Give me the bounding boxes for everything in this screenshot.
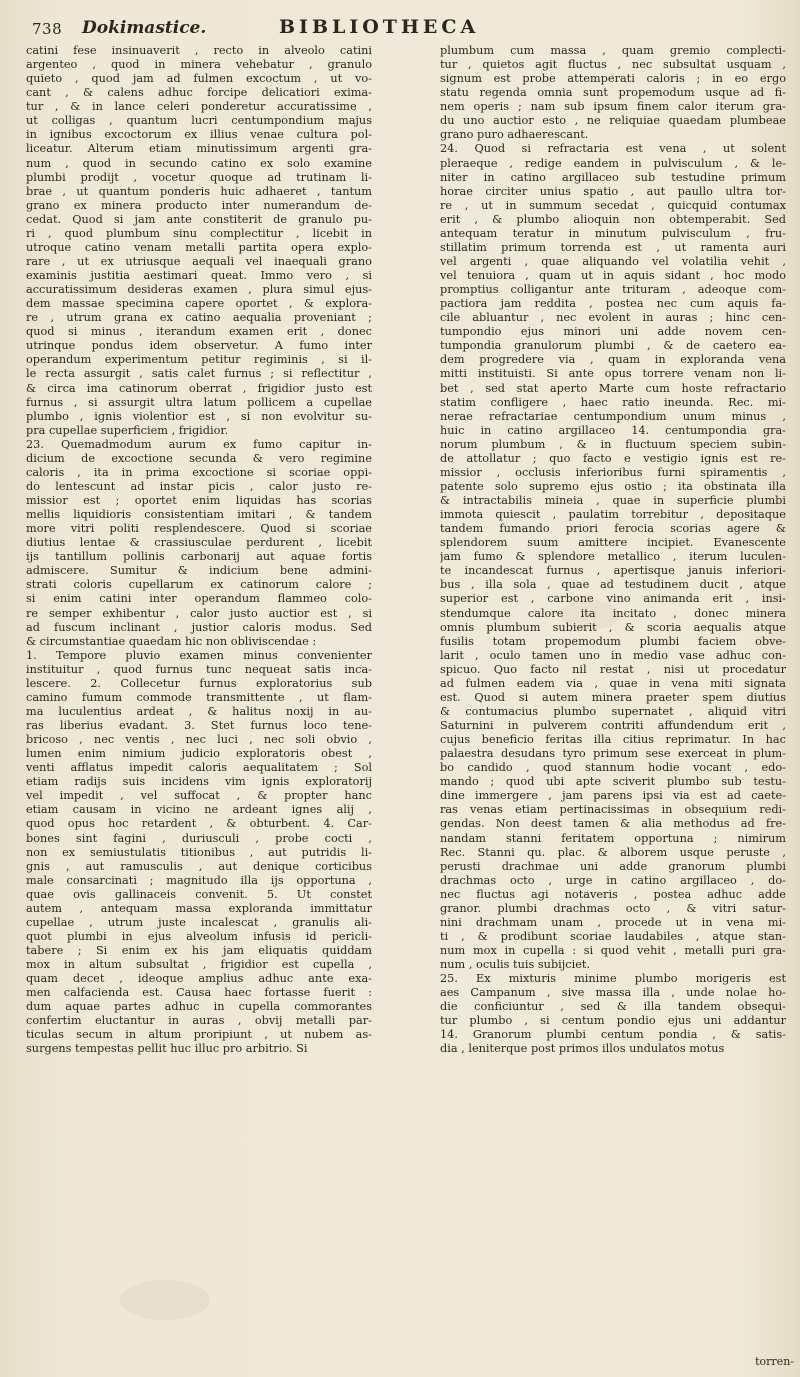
text-line: ras liberius evadant. 3. Stet furnus loco tene- xyxy=(26,719,372,732)
text-line: huic in catino argillaceo 14. centumpondia gra- xyxy=(440,423,786,437)
text-line: stillatim primum torrenda est , ut ramenta auri xyxy=(440,240,786,254)
text-line: fusilis totam propemodum plumbi faciem obve- xyxy=(440,634,786,648)
running-head-title: Dokimastice. xyxy=(82,18,207,38)
text-line: liceatur. Alterum etiam minutissimum argenti gra- xyxy=(26,142,372,156)
text-line: catini fese insinuaverit , recto in alveolo catini xyxy=(26,44,372,57)
text-line: est. Quod si autem minera praeter spem diutius xyxy=(440,690,786,704)
text-line: nec fluctus agi notaveris , postea adhuc adde xyxy=(440,887,786,901)
text-line: si enim catini inter operandum flammeo colo- xyxy=(26,592,372,606)
text-line: stendumque calore ita incitato , donec minera xyxy=(440,606,786,620)
text-line: instituitur , quod furnus tunc nequeat satis inca- xyxy=(26,662,372,676)
text-line: du uno auctior esto , ne reliquiae quaedam plumbeae xyxy=(440,114,786,128)
text-line: operandum experimentum petitur regiminis , si il- xyxy=(26,353,372,367)
text-line: pra cupellae superficiem , frigidior. xyxy=(26,423,229,437)
text-line: spicuo. Quo facto nil restat , nisi ut procedatur xyxy=(440,662,786,676)
text-line: Saturnini in pulverem contriti affundendum erit , xyxy=(440,719,786,732)
page-number: 738 xyxy=(32,20,63,38)
text-line: vel tenuiora , quam ut in aquis sidant , hoc modo xyxy=(440,269,786,282)
text-line: lescere. 2. Collecetur furnus exploratorius sub xyxy=(26,676,372,690)
text-line: le recta assurgit , satis calet furnus ; si reflectitur , xyxy=(26,367,372,381)
text-line: bricoso , nec ventis , nec luci , nec soli obvio , xyxy=(26,733,372,747)
text-line: tabere ; Si enim ex his jam eliquatis quiddam xyxy=(26,944,372,957)
text-line: superior est , carbone vino animanda erit , insi- xyxy=(440,592,786,606)
text-line: patente solo supremo ejus ostio ; ita obstinata illa xyxy=(440,479,786,493)
text-line: gnis , aut ramusculis , aut denique corticibus xyxy=(26,859,372,873)
text-line: rare , ut ex utriusque aequali vel inaequali grano xyxy=(26,254,372,268)
text-line: & circumstantiae quaedam hic non obliviscendae : xyxy=(26,634,317,648)
text-line: plumbo , ignis violentior est , si non evolvitur su- xyxy=(26,409,372,423)
text-line: num , quod in secundo catino ex solo examine xyxy=(26,156,372,170)
text-line: strati coloris cupellarum ex catinorum calore ; xyxy=(26,578,372,592)
text-line: dum aquae partes adhuc in cupella commorantes xyxy=(26,1000,372,1014)
text-line: num mox in cupella : si quod vehit , metalli puri gra- xyxy=(440,944,786,957)
text-line: 23. Quemadmodum aurum ex fumo capitur in- xyxy=(26,437,372,451)
text-line: camino fumum commode transmittente , ut flam- xyxy=(26,690,372,704)
text-line: ad fuscum inclinant , justior caloris modus. Sed xyxy=(26,620,372,634)
text-line: men calfacienda est. Causa haec fortasse fuerit : xyxy=(26,986,372,1000)
text-line: drachmas octo , urge in catino argillaceo , do- xyxy=(440,873,786,887)
right-text-column xyxy=(440,44,786,1364)
text-line: antequam teratur in minutum pulvisculum , fru- xyxy=(440,226,786,240)
text-line: ras venas etiam pertinacissimas in obsequium redi- xyxy=(440,803,786,817)
text-line: ut colligas , quantum lucri centumpondium majus xyxy=(26,114,372,128)
page-header xyxy=(32,14,794,44)
text-line: 24. Quod si refractaria est vena , ut solent xyxy=(440,142,786,156)
text-line: quod si minus , iterandum examen erit , donec xyxy=(26,325,372,339)
text-line: vel argenti , quae aliquando vel volatilia vehit , xyxy=(440,254,786,268)
text-line: admiscere. Sumitur & indicium bene admini- xyxy=(26,564,372,578)
text-line: re , ut in summum secedat , quicquid contumax xyxy=(440,198,786,212)
text-line: mox in altum subsultat , frigidior est cupella , xyxy=(26,958,372,972)
text-line: nem operis ; nam sub ipsum finem calor iterum gra- xyxy=(440,100,786,114)
text-line: pactiora jam reddita , postea nec cum aquis fa- xyxy=(440,297,786,311)
text-line: pleraeque , redige eandem in pulvisculum , & le- xyxy=(440,156,786,170)
text-line: etiam radijs suis incidens vim ignis exploratorij xyxy=(26,775,372,789)
text-line: do lentescunt ad instar picis , calor justo re- xyxy=(26,479,372,493)
text-line: argenteo , quod in minera vehebatur , granulo xyxy=(26,58,372,72)
text-line: grano puro adhaerescant. xyxy=(440,128,589,142)
text-line: niter in catino argillaceo sub testudine primum xyxy=(440,170,786,184)
text-line: more vitri politi resplendescere. Quod si scoriae xyxy=(26,522,372,536)
text-line: ri , quod plumbum sinu complectitur , licebit in xyxy=(26,226,372,240)
text-line: nandam stanni feritatem opportuna ; nimirum xyxy=(440,831,786,845)
text-line: vel impedit , vel suffocat , & propter hanc xyxy=(26,789,372,803)
text-line: accuratissimum desideras examen , plura simul ejus- xyxy=(26,283,372,297)
text-line: statu regenda omnia sunt propemodum usque ad fi- xyxy=(440,86,786,100)
text-line: palaestra desudans tyro primum sese exerceat in plum- xyxy=(440,747,786,761)
text-line: cile abluantur , nec evolent in auras ; hinc cen- xyxy=(440,311,786,325)
text-line: & contumacius plumbo supernatet , aliquid vitri xyxy=(440,704,786,718)
text-line: re semper exhibentur , calor justo auctior est , si xyxy=(26,606,372,620)
text-line: nerae refractariae centumpondium unum minus , xyxy=(440,409,786,423)
text-line: cant , & calens adhuc forcipe delicatiori exima- xyxy=(26,86,372,100)
text-line: tur plumbo , si centum pondio ejus uni addantur xyxy=(440,1014,786,1028)
text-line: ti , & prodibunt scoriae laudabiles , atque stan- xyxy=(440,929,786,943)
text-line: venti afflatus impedit caloris aequalitatem ; Sol xyxy=(26,761,372,775)
text-line: confertim eluctantur in auras , obvij metalli par- xyxy=(26,1014,372,1028)
text-line: in ignibus excoctorum ex illius venae cultura pol- xyxy=(26,128,372,142)
text-line: dia , leniterque post primos illos undulatos motus xyxy=(440,1042,725,1056)
text-line: 14. Granorum plumbi centum pondia , & satis- xyxy=(440,1028,786,1042)
text-line: te incandescat furnus , apertisque januis inferiori- xyxy=(440,564,786,578)
text-line: plumbum cum massa , quam gremio complecti- xyxy=(440,44,786,57)
text-line: signum est probe attemperati caloris ; in eo ergo xyxy=(440,72,786,86)
text-line: quod opus hoc retardent , & obturbent. 4. Car- xyxy=(26,817,372,831)
text-line: plumbi prodijt , vocetur quoque ad trutinam li- xyxy=(26,170,372,184)
text-line: dine immergere , jam parens ipsi via est ad caete- xyxy=(440,789,786,803)
text-line: re , utrum grana ex catino aequalia proveniant ; xyxy=(26,311,372,325)
text-line: quam decet , ideoque amplius adhuc ante exa- xyxy=(26,972,372,986)
text-line: utrinque pondus idem observetur. A fumo inter xyxy=(26,339,372,353)
text-line: dem progredere via , quam in exploranda vena xyxy=(440,353,786,367)
text-line: missior , occlusis inferioribus furni spiramentis , xyxy=(440,465,786,479)
text-line: tumpondia granulorum plumbi , & de caetero ea- xyxy=(440,339,786,353)
text-line: die conficiuntur , sed & illa tandem obsequi- xyxy=(440,1000,786,1014)
text-line: omnis plumbum subierit , & scoria aequalis atque xyxy=(440,620,786,634)
text-line: promptius colligantur ante trituram , adeoque com- xyxy=(440,283,786,297)
text-line: diutius lentae & crassiusculae perdurent , licebit xyxy=(26,536,372,550)
text-line: cujus beneficio feritas illa citius reprimatur. In hac xyxy=(440,733,786,747)
text-line: splendorem suum amittere incipiet. Evanescente xyxy=(440,536,786,550)
text-line: caloris , ita in prima excoctione si scoriae oppi- xyxy=(26,465,372,479)
text-line: etiam causam in vicino ne ardeant ignes alij , xyxy=(26,803,372,817)
text-line: Rec. Stanni qu. plac. & alborem usque peruste , xyxy=(440,845,786,859)
text-line: perusti drachmae uni adde granorum plumbi xyxy=(440,859,786,873)
text-line: cedat. Quod si jam ante constiterit de granulo pu- xyxy=(26,212,372,226)
text-line: de attollatur ; quo facto e vestigio ignis est re- xyxy=(440,451,786,465)
text-line: mando ; quod ubi apte sciverit plumbo sub testu- xyxy=(440,775,786,789)
text-line: furnus , si assurgit ultra latum pollicem a cupellae xyxy=(26,395,372,409)
text-line: bet , sed stat aperto Marte cum hoste refractario xyxy=(440,381,786,395)
text-line: nini drachmam unam , procede ut in vena mi- xyxy=(440,915,786,929)
left-text-column xyxy=(26,44,372,1364)
text-line: statim confligere , haec ratio ineunda. Rec. mi- xyxy=(440,395,786,409)
text-line: surgens tempestas pellit huc illuc pro arbitrio. Si xyxy=(26,1042,308,1056)
text-line: dicium de excoctione secunda & vero regimine xyxy=(26,451,372,465)
text-line: tur , & in lance celeri ponderetur accuratissime , xyxy=(26,100,372,114)
text-line: granor. plumbi drachmas octo , & vitri satur- xyxy=(440,901,786,915)
text-line: gendas. Non deest tamen & alia methodus ad fre- xyxy=(440,817,786,831)
text-line: bus , illa sola , quae ad testudinem ducit , atque xyxy=(440,578,786,592)
text-line: & intractabilis mineia , quae in superficie plumbi xyxy=(440,494,786,507)
text-line: immota quiescit , paulatim torrebitur , depositaque xyxy=(440,508,786,522)
text-line: num , oculis tuis subijciet. xyxy=(440,958,591,972)
text-line: cupellae , utrum juste incalescat , granulis ali- xyxy=(26,915,372,929)
text-line: grano ex minera producto inter numerandum de- xyxy=(26,198,372,212)
text-line: utroque catino venam metalli partita opera explo- xyxy=(26,240,372,254)
text-line: tumpondio ejus minori uni adde novem cen- xyxy=(440,325,786,339)
running-head-section: BIBLIOTHECA xyxy=(279,16,480,38)
text-line: aes Campanum , sive massa illa , unde nolae ho- xyxy=(440,986,786,1000)
text-line: ticulas secum in altum proripiunt , ut nubem as- xyxy=(26,1028,372,1042)
text-line: non ex semiustulatis titionibus , aut putridis li- xyxy=(26,845,372,859)
text-line: ma luculentius ardeat , & halitus noxij in au- xyxy=(26,704,372,718)
text-line: lumen enim nimium judicio exploratoris obest , xyxy=(26,747,372,761)
text-line: erit , & plumbo alioquin non obtemperabit. Sed xyxy=(440,212,786,226)
text-line: mellis liquidioris consistentiam imitari , & tandem xyxy=(26,508,372,522)
text-line: bo candido , quod stannum hodie vocant , edo- xyxy=(440,761,786,775)
text-line: quieto , quod jam ad fulmen excoctum , ut vo- xyxy=(26,72,372,86)
text-line: brae , ut quantum ponderis huic adhaeret , tantum xyxy=(26,184,372,198)
text-line: missior est ; oportet enim liquidas has scorias xyxy=(26,494,372,507)
text-line: mitti instituisti. Si ante opus torrere venam non li- xyxy=(440,367,786,381)
text-line: tandem fumando priori ferocia scorias agere & xyxy=(440,522,786,536)
text-line: autem , antequam massa exploranda immittatur xyxy=(26,901,372,915)
text-line: ijs tantillum pollinis carbonarij aut aquae fortis xyxy=(26,550,372,564)
text-line: 25. Ex mixturis minime plumbo morigeris est xyxy=(440,972,786,986)
text-line: jam fumo & splendore metallico , iterum luculen- xyxy=(440,550,786,564)
text-line: quot plumbi in ejus alveolum infusis id pericli- xyxy=(26,929,372,943)
text-line: ad fulmen eadem via , quae in vena miti signata xyxy=(440,676,786,690)
text-line: bones sint fagini , duriusculi , probe cocti , xyxy=(26,831,372,845)
text-line: larit , oculo tamen uno in medio vase adhuc con- xyxy=(440,648,786,662)
text-line: male consarcinati ; magnitudo illa ijs opportuna , xyxy=(26,873,372,887)
text-line: & circa ima catinorum oberrat , frigidior justo est xyxy=(26,381,372,395)
text-line: dem massae specimina capere oportet , & explora- xyxy=(26,297,372,311)
text-line: horae circiter unius spatio , aut paullo ultra tor- xyxy=(440,184,786,198)
catchword: torren- xyxy=(755,1355,794,1368)
text-line: norum plumbum , & in fluctuum speciem subin- xyxy=(440,437,786,451)
text-line: examinis justitia aestimari queat. Immo vero , si xyxy=(26,269,372,282)
text-line: quae ovis gallinaceis convenit. 5. Ut constet xyxy=(26,887,372,901)
text-line: 1. Tempore pluvio examen minus convenienter xyxy=(26,648,372,662)
text-line: tur , quietos agit fluctus , nec subsultat usquam , xyxy=(440,58,786,72)
